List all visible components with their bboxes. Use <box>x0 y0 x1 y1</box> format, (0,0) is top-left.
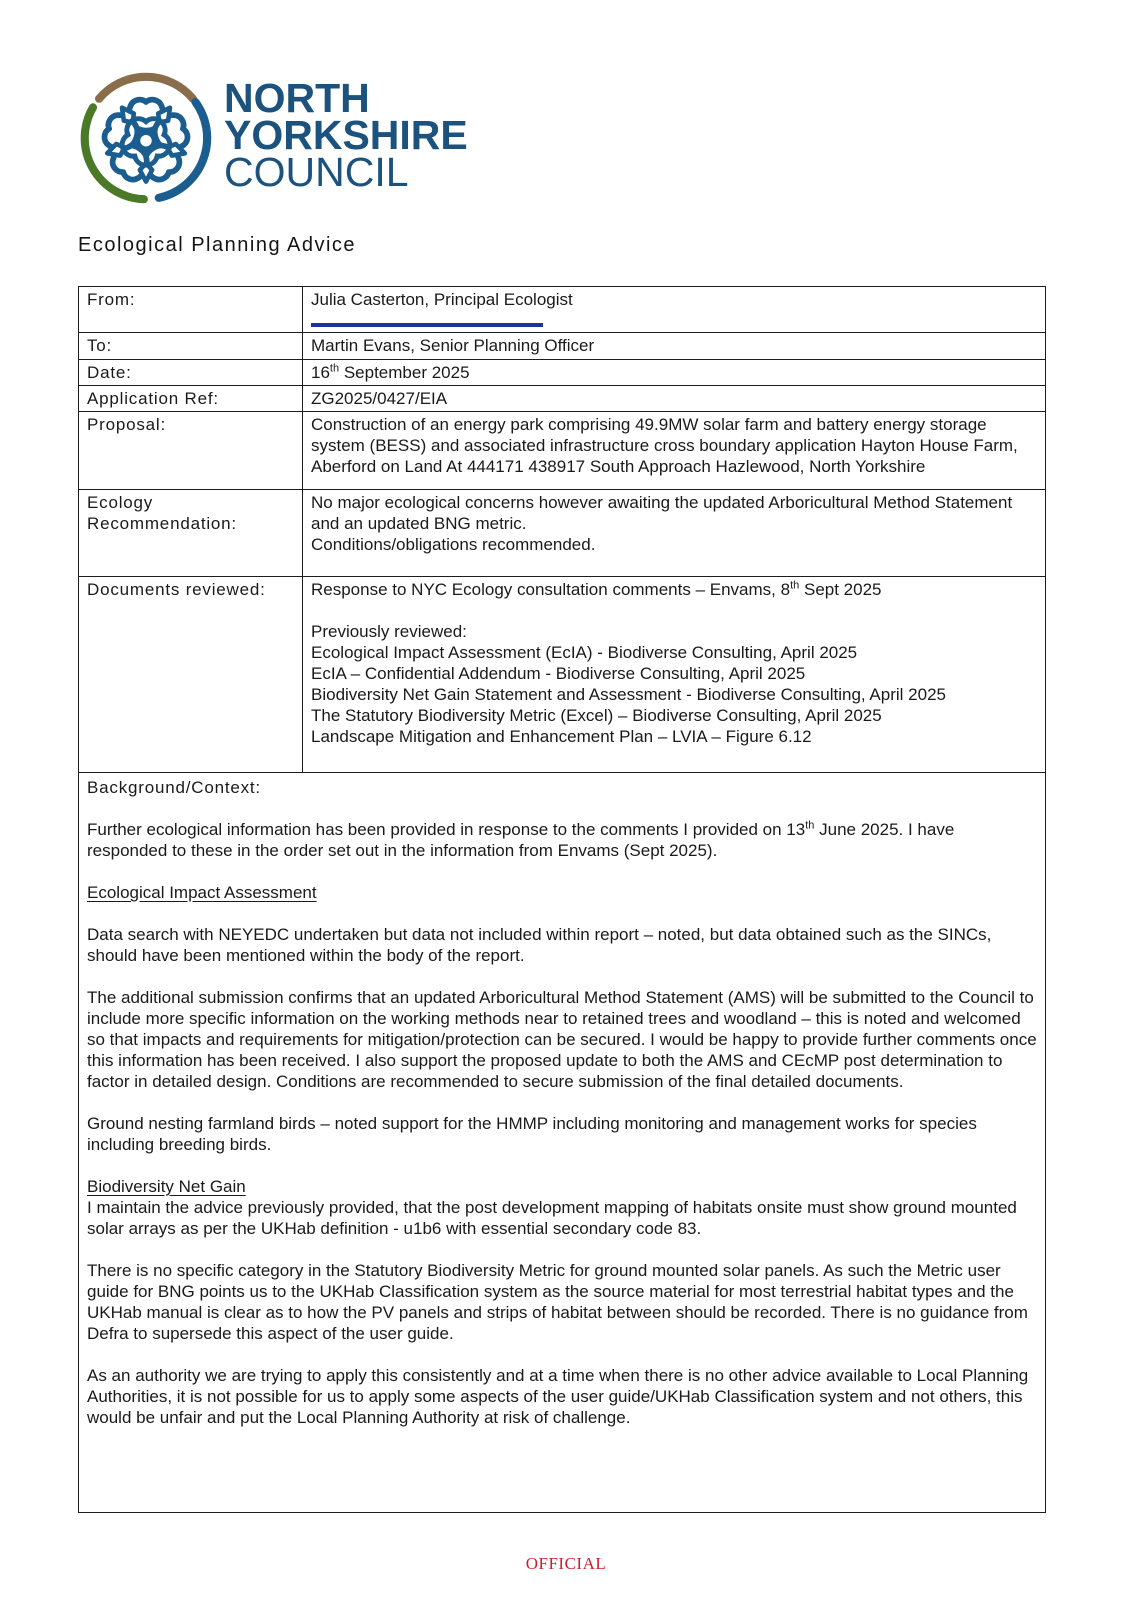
from-label: From: <box>79 287 303 333</box>
to-value: Martin Evans, Senior Planning Officer <box>303 333 1046 360</box>
wordmark-line-yorkshire: YORKSHIRE <box>224 112 468 158</box>
wordmark-line-council: COUNCIL <box>224 149 409 195</box>
from-value-cell <box>303 287 1046 333</box>
table-row <box>79 577 1046 773</box>
table-row <box>79 287 1046 333</box>
ecology-recommendation-label: Ecology Recommendation: <box>79 490 303 577</box>
paragraph: I maintain the advice previously provided, that the post development mapping of habitats onsite must show ground mounted solar arrays as per the UKHab definition - u1b6 with essential secondary code 83. <box>87 1198 1017 1238</box>
paragraph: The additional submission confirms that an updated Arboricultural Method Statement (AMS) will be submitted to the Council to include more specific information on the working methods near to retained trees and woodland – this is noted and welcomed so that impacts and requirements for mitigation/protection can be secured. I would be happy to provide further comments once this information has been received. I also support the proposed update to both the AMS and CEcMP post determination to factor in detailed design. Conditions are recommended to secure submission of the final detailed documents. <box>87 988 1037 1091</box>
council-wordmark <box>224 75 468 195</box>
paragraph: As an authority we are trying to apply this consistently and at a time when there is no other advice available to Local Planning Authorities, it is not possible for us to apply some aspects of the user guide/UKHab Classification system and not others, this would be unfair and put the Local Planning Authority at risk of challenge. <box>87 1366 1029 1427</box>
proposal-value: Construction of an energy park comprising 49.9MW solar farm and battery energy storage system (BESS) and associated infrastructure cross boundary application Hayton House Farm, Aberford on Land At 444171 438917 South Approach Hazlewood, North Yorkshire <box>303 412 1046 490</box>
to-label: To: <box>79 333 303 360</box>
table-row <box>79 490 1046 577</box>
section-heading-biodiversity-net-gain: Biodiversity Net Gain <box>87 1177 246 1196</box>
official-marking: OFFICIAL <box>525 1554 607 1573</box>
yorkshire-rose-icon <box>78 70 214 206</box>
documents-reviewed-label: Documents reviewed: <box>79 577 303 773</box>
background-context-cell <box>79 773 1046 1513</box>
table-row <box>79 333 1046 360</box>
signature-line <box>311 323 543 327</box>
council-logo <box>78 70 1132 206</box>
section-heading-ecological-impact-assessment: Ecological Impact Assessment <box>87 883 317 902</box>
application-ref-label: Application Ref: <box>79 386 303 412</box>
paragraph: Ground nesting farmland birds – noted support for the HMMP including monitoring and management works for species including breeding birds. <box>87 1114 977 1154</box>
ecology-recommendation-value: No major ecological concerns however awaiting the updated Arboricultural Method Statement and an updated BNG metric. Conditions/obligations recommended. <box>303 490 1046 577</box>
documents-reviewed-value: Response to NYC Ecology consultation comments – Envams, 8th Sept 2025 Previously reviewed: Ecological Impact Assessment (EcIA) - Biodiverse Consulting, April 2025 EcIA – Confidential Addendum - Biodiverse Consulting, April 2025 Biodiversity Net Gain Statement and Assessment - Biodiverse Consulting, April 2025 The Statutory Biodiversity Metric (Excel) – Biodiverse Consulting, April 2025 Landscape Mitigation and Enhancement Plan – LVIA – Figure 6.12 <box>303 577 1046 773</box>
from-value: Julia Casterton, Principal Ecologist <box>311 290 573 309</box>
date-label: Date: <box>79 360 303 386</box>
table-row <box>79 773 1046 1513</box>
page-title: Ecological Planning Advice <box>78 234 357 256</box>
paragraph: There is no specific category in the Statutory Biodiversity Metric for ground mounted solar panels. As such the Metric user guide for BNG points us to the UKHab Classification system as the source material for most terrestrial habitat types and the UKHab manual is clear as to how the PV panels and strips of habitat between should be recorded. There is no guidance from Defra to supersede this aspect of the user guide. <box>87 1261 1028 1343</box>
intro-paragraph: Further ecological information has been provided in response to the comments I provided on 13th June 2025. I have responded to these in the order set out in the information from Envams (Sept 2025). <box>87 819 955 860</box>
paragraph: Data search with NEYEDC undertaken but data not included within report – noted, but data obtained such as the SINCs, should have been mentioned within the body of the report. <box>87 925 992 965</box>
background-context-label: Background/Context: <box>87 778 261 797</box>
application-ref-value: ZG2025/0427/EIA <box>303 386 1046 412</box>
wordmark-line-north: NORTH <box>224 75 370 121</box>
proposal-label: Proposal: <box>79 412 303 490</box>
table-row <box>79 412 1046 490</box>
table-row <box>79 386 1046 412</box>
page-footer <box>0 1554 1132 1574</box>
table-row <box>79 360 1046 386</box>
meta-table <box>78 286 1046 1513</box>
date-value: 16th September 2025 <box>303 360 1046 386</box>
